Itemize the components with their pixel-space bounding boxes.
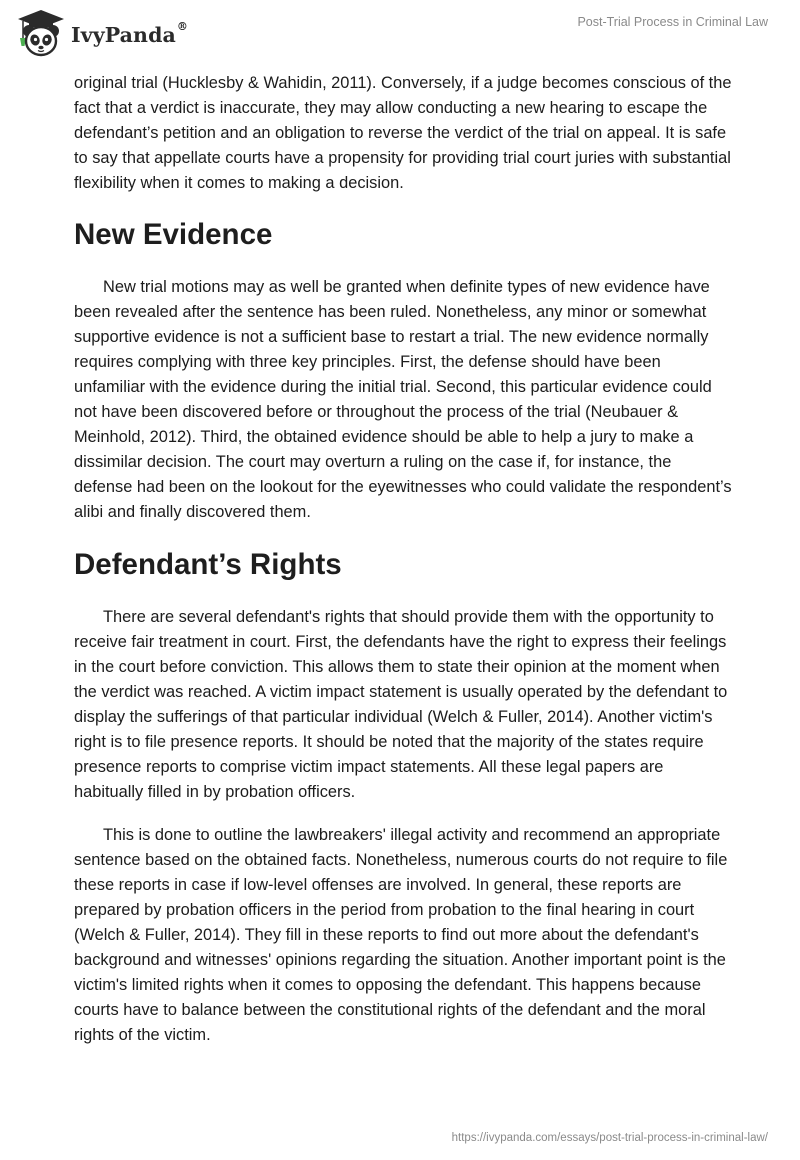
new-evidence-paragraph: New trial motions may as well be granted when definite types of new evidence have been revealed after the sentence has been ruled. Nonetheless, any minor or somewhat supportive evidence is not a sufficient base to restart a trial. The new evidence normally requires complying with three key principles. First, the defense should have been unfamiliar with the evidence during the initial trial. Second, this particular evidence could not have been discovered before or throughout the process of the trial (Neubauer & Meinhold, 2012). Third, the obtained evidence should be able to help a jury to make a dissimilar decision. The court may overturn a ruling on the case if, for instance, the defense had been on the lookout for the eyewitnesses who could validate the respondent’s alibi and finally discovered them.	[74, 278, 732, 521]
section-heading-defendants-rights: Defendant’s Rights	[74, 548, 342, 581]
brand-name: IvyPanda®	[71, 20, 188, 47]
intro-paragraph: original trial (Hucklesby & Wahidin, 2011). Conversely, if a judge becomes conscious of the fact that a verdict is inaccurate, they may allow conducting a new hearing to escape the defendant’s petition and an obligation to reverse the verdict of the trial on appeal. It is safe to say that appellate courts have a propensity for providing trial court juries with substantial flexibility when it comes to making a decision.	[74, 74, 732, 192]
essay-content	[74, 70, 734, 1048]
page-header	[0, 0, 800, 68]
site-logo[interactable]	[14, 8, 188, 58]
defendants-rights-paragraph-2: This is done to outline the lawbreakers' illegal activity and recommend an appropriate sentence based on the obtained facts. Nonetheless, numerous courts do not require to file these reports in case if low-level offenses are involved. In general, these reports are prepared by probation officers in the period from probation to the final hearing in court (Welch & Fuller, 2014). They fill in these reports to find out more about the defendant's background and witnesses' opinions regarding the situation. Another important point is the victim's limited rights when it comes to opposing the defendant. This happens because courts have to balance between the constitutional rights of the defendant and the moral rights of the victim.	[74, 826, 728, 1044]
source-url[interactable]: https://ivypanda.com/essays/post-trial-process-in-criminal-law/	[451, 1132, 768, 1144]
defendants-rights-paragraph-1: There are several defendant's rights that should provide them with the opportunity to receive fair treatment in court. First, the defendants have the right to express their feelings in the court before conviction. This allows them to state their opinion at the moment when the verdict was reached. A victim impact statement is usually operated by the defendant to display the sufferings of that particular individual (Welch & Fuller, 2014). Another victim's right is to file presence reports. It should be noted that the majority of the states require presence reports to comprise victim impact statements. All these legal papers are habitually filled in by probation officers.	[74, 608, 728, 801]
panda-graduate-logo-icon	[14, 8, 68, 58]
section-heading-new-evidence: New Evidence	[74, 218, 273, 251]
document-title: Post-Trial Process in Criminal Law	[577, 15, 768, 29]
